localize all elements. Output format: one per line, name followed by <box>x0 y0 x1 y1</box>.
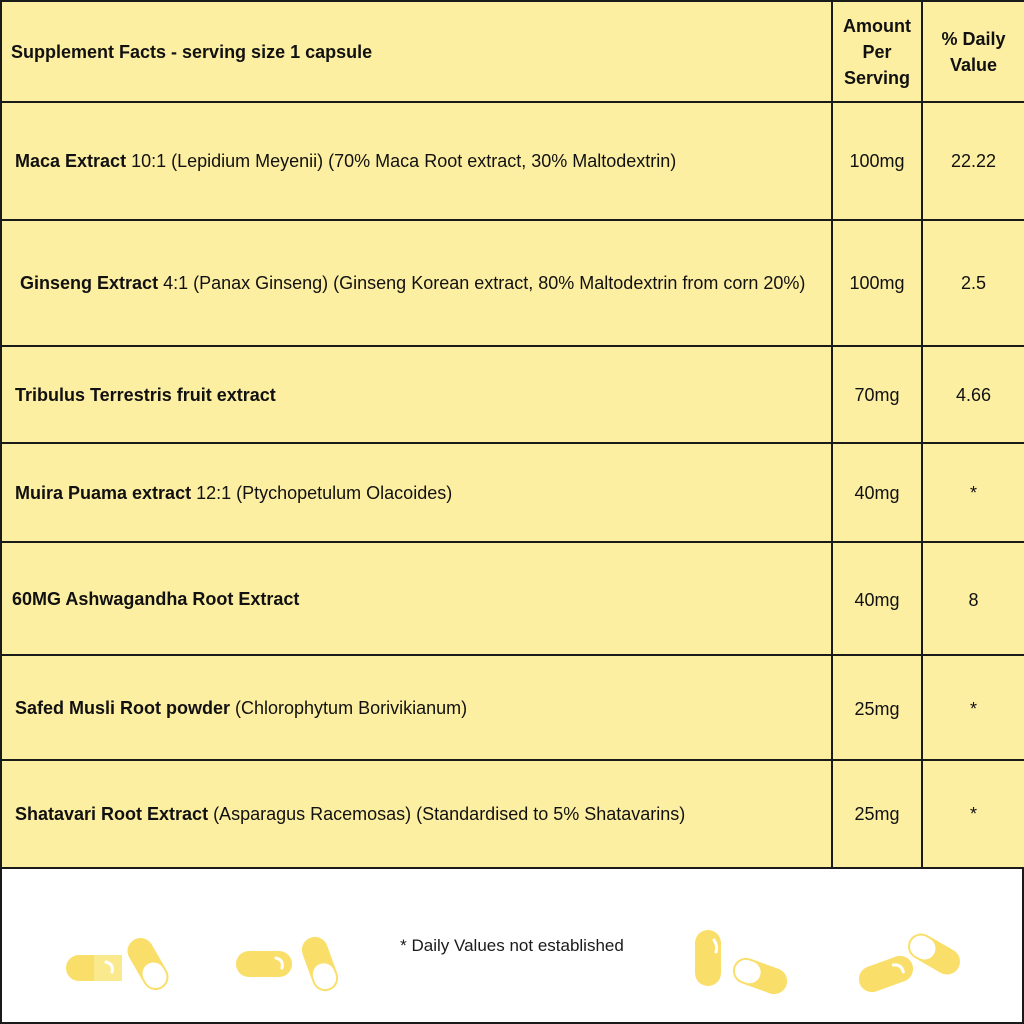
ingredient-cell <box>2 655 832 760</box>
table-title: Supplement Facts - serving size 1 capsule <box>2 2 832 102</box>
capsule-icon <box>852 926 972 1002</box>
ingredient-name: Maca Extract <box>15 151 127 171</box>
supplement-facts-table <box>2 2 1024 869</box>
amount-cell: 70mg <box>832 346 922 443</box>
ingredient-cell <box>2 102 832 220</box>
ingredient-detail: 4:1 (Panax Ginseng) (Ginseng Korean extract, 80% Maltodextrin from corn 20%) <box>158 273 806 293</box>
ingredient-name: Shatavari Root Extract <box>15 804 209 824</box>
daily-value-cell: 2.5 <box>922 220 1024 346</box>
table-row <box>2 220 1024 346</box>
amount-per-serving-header <box>832 2 922 102</box>
amount-cell: 25mg <box>832 760 922 868</box>
table-row <box>2 760 1024 868</box>
ingredient-cell <box>2 443 832 542</box>
daily-value-cell: 4.66 <box>922 346 1024 443</box>
table-row <box>2 346 1024 443</box>
amount-cell: 100mg <box>832 220 922 346</box>
capsule-icon <box>60 936 180 1000</box>
ingredient-name: Tribulus Terrestris fruit extract <box>15 384 276 405</box>
ingredient-detail: (Chlorophytum Borivikianum) <box>230 697 468 718</box>
ingredient-cell <box>2 760 832 868</box>
daily-value-cell: 22.22 <box>922 102 1024 220</box>
daily-values-footnote: * Daily Values not established <box>400 936 624 955</box>
amount-cell: 40mg <box>832 542 922 655</box>
ingredient-detail: 10:1 (Lepidium Meyenii) (70% Maca Root extract, 30% Maltodextrin) <box>126 151 677 171</box>
amount-cell: 25mg <box>832 655 922 760</box>
table-row <box>2 443 1024 542</box>
ingredient-cell <box>2 542 832 655</box>
ingredient-detail: 12:1 (Ptychopetulum Olacoides) <box>191 482 453 503</box>
table-header-row <box>2 2 1024 102</box>
ingredient-name: Muira Puama extract <box>15 482 192 503</box>
amount-cell: 100mg <box>832 102 922 220</box>
dv-header-line2: Value <box>949 54 998 75</box>
amount-header-line2: Per Serving <box>843 41 911 88</box>
ingredient-name: Safed Musli Root powder <box>15 697 231 718</box>
dv-header-line1: % Daily <box>941 28 1006 49</box>
ingredient-cell <box>2 220 832 346</box>
table-row <box>2 542 1024 655</box>
ingredient-name: Ginseng Extract <box>20 273 159 293</box>
table-row <box>2 102 1024 220</box>
daily-value-cell: * <box>922 443 1024 542</box>
amount-cell: 40mg <box>832 443 922 542</box>
daily-value-cell: * <box>922 760 1024 868</box>
amount-header-line1: Amount <box>843 15 911 36</box>
ingredient-name: 60MG Ashwagandha Root Extract <box>12 588 300 609</box>
daily-value-header <box>922 2 1024 102</box>
capsule-icon <box>230 934 350 998</box>
table-row <box>2 655 1024 760</box>
ingredient-detail: (Asparagus Racemosas) (Standardised to 5% Shatavarins) <box>208 804 686 824</box>
capsule-icon <box>682 922 802 1002</box>
daily-value-cell: 8 <box>922 542 1024 655</box>
daily-value-cell: * <box>922 655 1024 760</box>
ingredient-cell <box>2 346 832 443</box>
